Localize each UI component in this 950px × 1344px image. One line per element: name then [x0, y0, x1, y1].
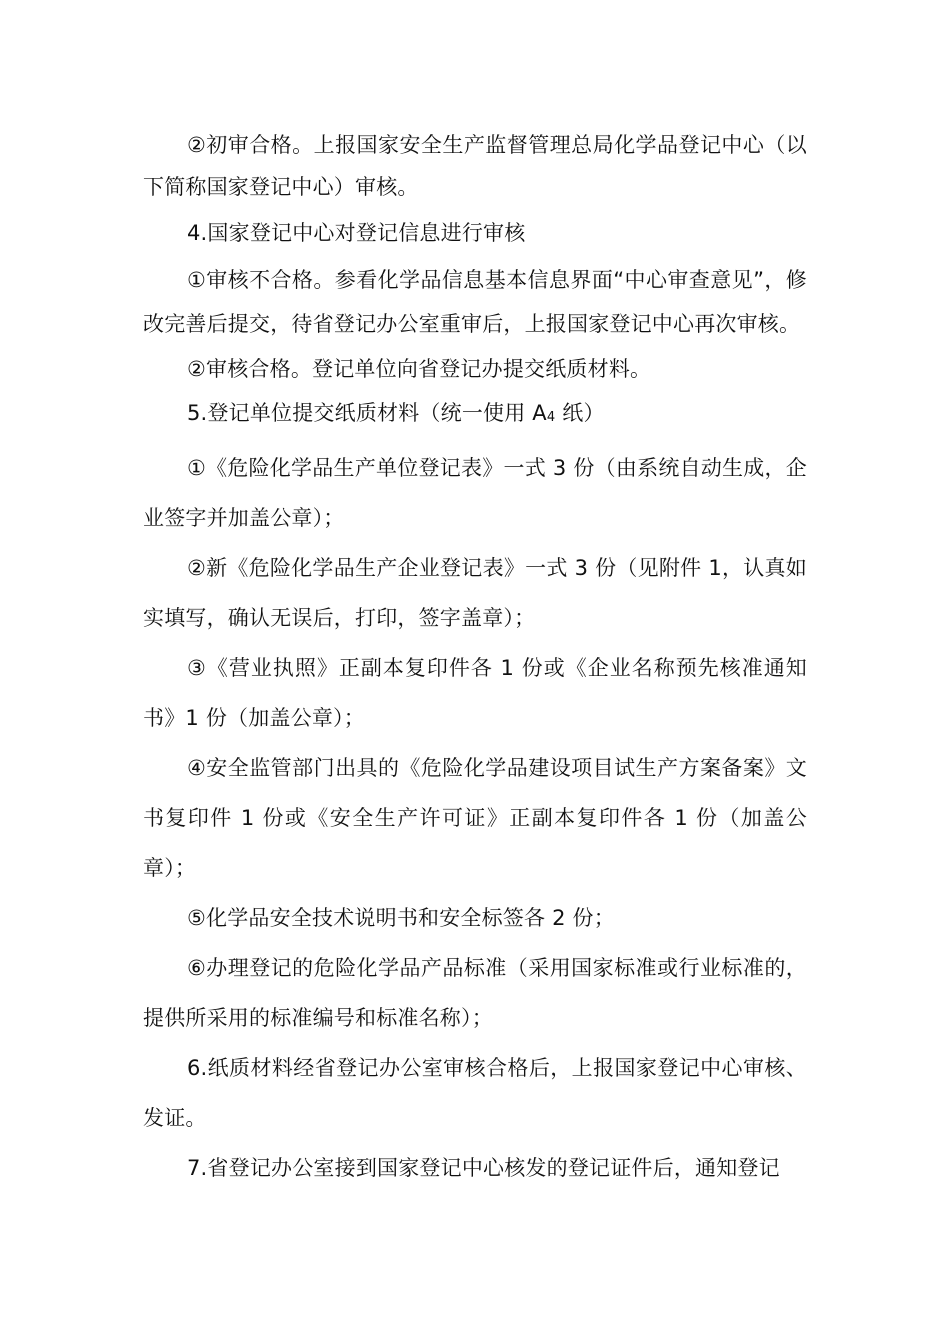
paragraph-step-6: 6.纸质材料经省登记办公室审核合格后，上报国家登记中心审核、发证。: [143, 1056, 807, 1130]
paragraph-item-1: ①《危险化学品生产单位登记表》一式 3 份（由系统自动生成，企业签字并加盖公章）；: [143, 456, 807, 530]
paragraph-item-5: ⑤化学品安全技术说明书和安全标签各 2 份；: [187, 906, 615, 930]
paragraph-initial-review-pass: ②初审合格。上报国家安全生产监督管理总局化学品登记中心（以下简称国家登记中心）审核。: [143, 133, 807, 199]
paragraph-review-fail: ①审核不合格。参看化学品信息基本信息界面“中心审查意见”，修改完善后提交，待省登记办公室重审后，上报国家登记中心再次审核。: [143, 268, 807, 336]
paragraph-review-pass: ②审核合格。登记单位向省登记办提交纸质材料。: [187, 357, 652, 381]
paragraph-step-5-heading: [143, 392, 807, 439]
paragraph-step-4-heading: 4.国家登记中心对登记信息进行审核: [187, 221, 526, 245]
document-body: [143, 124, 807, 1193]
step-5-subscript: 4: [546, 410, 556, 425]
paragraph-item-2: ②新《危险化学品生产企业登记表》一式 3 份（见附件 1，认真如实填写，确认无误后，打印，签字盖章）；: [143, 556, 807, 630]
paragraph-item-6: ⑥办理登记的危险化学品产品标准（采用国家标准或行业标准的，提供所采用的标准编号和标准名称）；: [143, 956, 807, 1030]
step-5-text-after: 纸）: [555, 401, 605, 425]
paragraph-item-4: ④安全监管部门出具的《危险化学品建设项目试生产方案备案》文书复印件 1 份或《安全生产许可证》正副本复印件各 1 份（加盖公章）；: [143, 756, 807, 880]
step-5-text-before: 5.登记单位提交纸质材料（统一使用 A: [187, 401, 547, 425]
paragraph-step-7: 7.省登记办公室接到国家登记中心核发的登记证件后，通知登记: [187, 1156, 780, 1180]
paragraph-item-3: ③《营业执照》正副本复印件各 1 份或《企业名称预先核准通知书》1 份（加盖公章）；: [143, 656, 807, 730]
